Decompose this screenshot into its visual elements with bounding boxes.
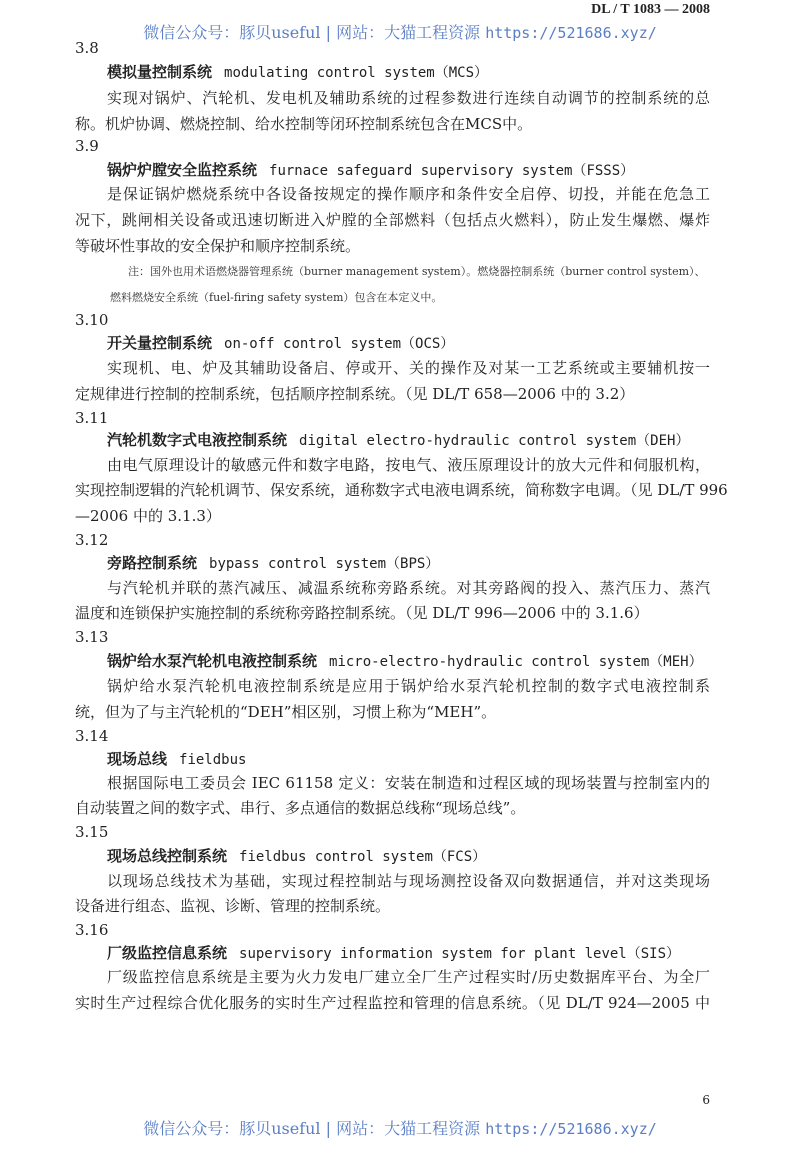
clause-number: 3.15	[75, 823, 109, 841]
term-cn: 厂级监控信息系统	[107, 944, 228, 962]
watermark-top	[0, 22, 800, 44]
definition-line: 厂级监控信息系统是主要为火力发电厂建立全厂生产过程实时/历史数据库平台、为全厂	[107, 968, 710, 986]
term-en: fieldbus	[179, 752, 247, 768]
clause-number: 3.16	[75, 921, 109, 939]
clause-number: 3.11	[75, 409, 109, 427]
watermark-bottom	[0, 1118, 800, 1140]
term-en: digital electro-hydraulic control system（DEH）	[299, 433, 690, 449]
term-heading	[107, 749, 246, 770]
definition-line: 统，但为了与主汽轮机的“DEH”相区别，习惯上称为“MEH”。	[75, 703, 497, 721]
term-cn: 锅炉炉膛安全监控系统	[107, 161, 258, 179]
term-cn: 旁路控制系统	[107, 554, 198, 572]
definition-line: 以现场总线技术为基础，实现过程控制站与现场测控设备双向数据通信，并对这类现场	[107, 872, 710, 890]
term-cn: 模拟量控制系统	[107, 63, 213, 81]
definition-line: 实现控制逻辑的汽轮机调节、保安系统，通称数字式电液电调系统，简称数字电调。（见 DL/T 996	[75, 481, 728, 499]
term-heading	[107, 943, 680, 964]
definition-line: —2006 中的 3.1.3）	[75, 507, 221, 525]
definition-line: 况下，跳闸相关设备或迅速切断进入炉膛的全部燃料（包括点火燃料），防止发生爆燃、爆炸	[75, 211, 710, 229]
term-heading	[107, 62, 488, 83]
definition-line: 与汽轮机并联的蒸汽减压、减温系统称旁路系统。对其旁路阀的投入、蒸汽压力、蒸汽	[107, 579, 710, 597]
definition-line: 设备进行组态、监视、诊断、管理的控制系统。	[75, 897, 391, 915]
watermark-text: 微信公众号：豚贝useful | 网站：大猫工程资源	[143, 23, 486, 42]
definition-line: 温度和连锁保护实施控制的系统称旁路控制系统。（见 DL/T 996—2006 中的 3.1.6）	[75, 604, 649, 622]
term-en: supervisory information system for plant level（SIS）	[239, 946, 681, 962]
term-en: on-off control system（OCS）	[224, 336, 455, 352]
watermark-url[interactable]: https://521686.xyz/	[485, 24, 657, 42]
definition-line: 锅炉给水泵汽轮机电液控制系统是应用于锅炉给水泵汽轮机控制的数字式电液控制系	[107, 677, 710, 695]
term-heading	[107, 846, 486, 867]
note-line: 注：国外也用术语燃烧器管理系统（burner management system）。燃烧器控制系统（burner control system）、	[128, 265, 706, 278]
term-en: fieldbus control system（FCS）	[239, 849, 487, 865]
definition-line: 自动装置之间的数字式、串行、多点通信的数据总线称“现场总线”。	[75, 799, 526, 817]
clause-number: 3.9	[75, 137, 99, 155]
term-heading	[107, 553, 439, 574]
clause-number: 3.13	[75, 628, 109, 646]
term-en: furnace safeguard supervisory system（FSSS）	[269, 163, 635, 179]
term-en: modulating control system（MCS）	[224, 65, 489, 81]
standard-number: DL / T 1083 — 2008	[591, 2, 710, 17]
term-cn: 锅炉给水泵汽轮机电液控制系统	[107, 652, 318, 670]
term-heading	[107, 333, 454, 354]
definition-line: 等破坏性事故的安全保护和顺序控制系统。	[75, 237, 361, 255]
definition-line: 实时生产过程综合优化服务的实时生产过程监控和管理的信息系统。（见 DL/T 924—2005 中	[75, 994, 710, 1012]
watermark-text: 微信公众号：豚贝useful | 网站：大猫工程资源	[143, 1119, 486, 1138]
definition-line: 由电气原理设计的敏感元件和数字电路，按电气、液压原理设计的放大元件和伺服机构，	[107, 456, 710, 474]
term-en: micro-electro-hydraulic control system（MEH）	[329, 654, 703, 670]
definition-line: 实现对锅炉、汽轮机、发电机及辅助系统的过程参数进行连续自动调节的控制系统的总	[107, 89, 710, 107]
term-heading	[107, 430, 689, 451]
clause-number: 3.14	[75, 727, 109, 745]
term-cn: 现场总线	[107, 750, 168, 768]
note-line: 燃料燃烧安全系统（fuel-firing safety system）包含在本定义中。	[110, 291, 443, 304]
term-cn: 现场总线控制系统	[107, 847, 228, 865]
term-heading	[107, 160, 634, 181]
term-cn: 开关量控制系统	[107, 334, 213, 352]
term-en: bypass control system（BPS）	[209, 556, 440, 572]
definition-line: 称。机炉协调、燃烧控制、给水控制等闭环控制系统包含在MCS中。	[75, 115, 533, 133]
definition-line: 是保证锅炉燃烧系统中各设备按规定的操作顺序和条件安全启停、切投，并能在危急工	[107, 185, 710, 203]
definition-line: 根据国际电工委员会 IEC 61158 定义：安装在制造和过程区域的现场装置与控制室内的	[107, 774, 710, 792]
definition-line: 定规律进行控制的控制系统，包括顺序控制系统。（见 DL/T 658—2006 中的 3.2）	[75, 385, 635, 403]
clause-number: 3.8	[75, 39, 99, 57]
clause-number: 3.12	[75, 531, 109, 549]
definition-line: 实现机、电、炉及其辅助设备启、停或开、关的操作及对某一工艺系统或主要辅机按一	[107, 359, 710, 377]
term-cn: 汽轮机数字式电液控制系统	[107, 431, 288, 449]
term-heading	[107, 651, 703, 672]
page-number: 6	[702, 1093, 710, 1107]
watermark-url[interactable]: https://521686.xyz/	[485, 1120, 657, 1138]
clause-number: 3.10	[75, 311, 109, 329]
